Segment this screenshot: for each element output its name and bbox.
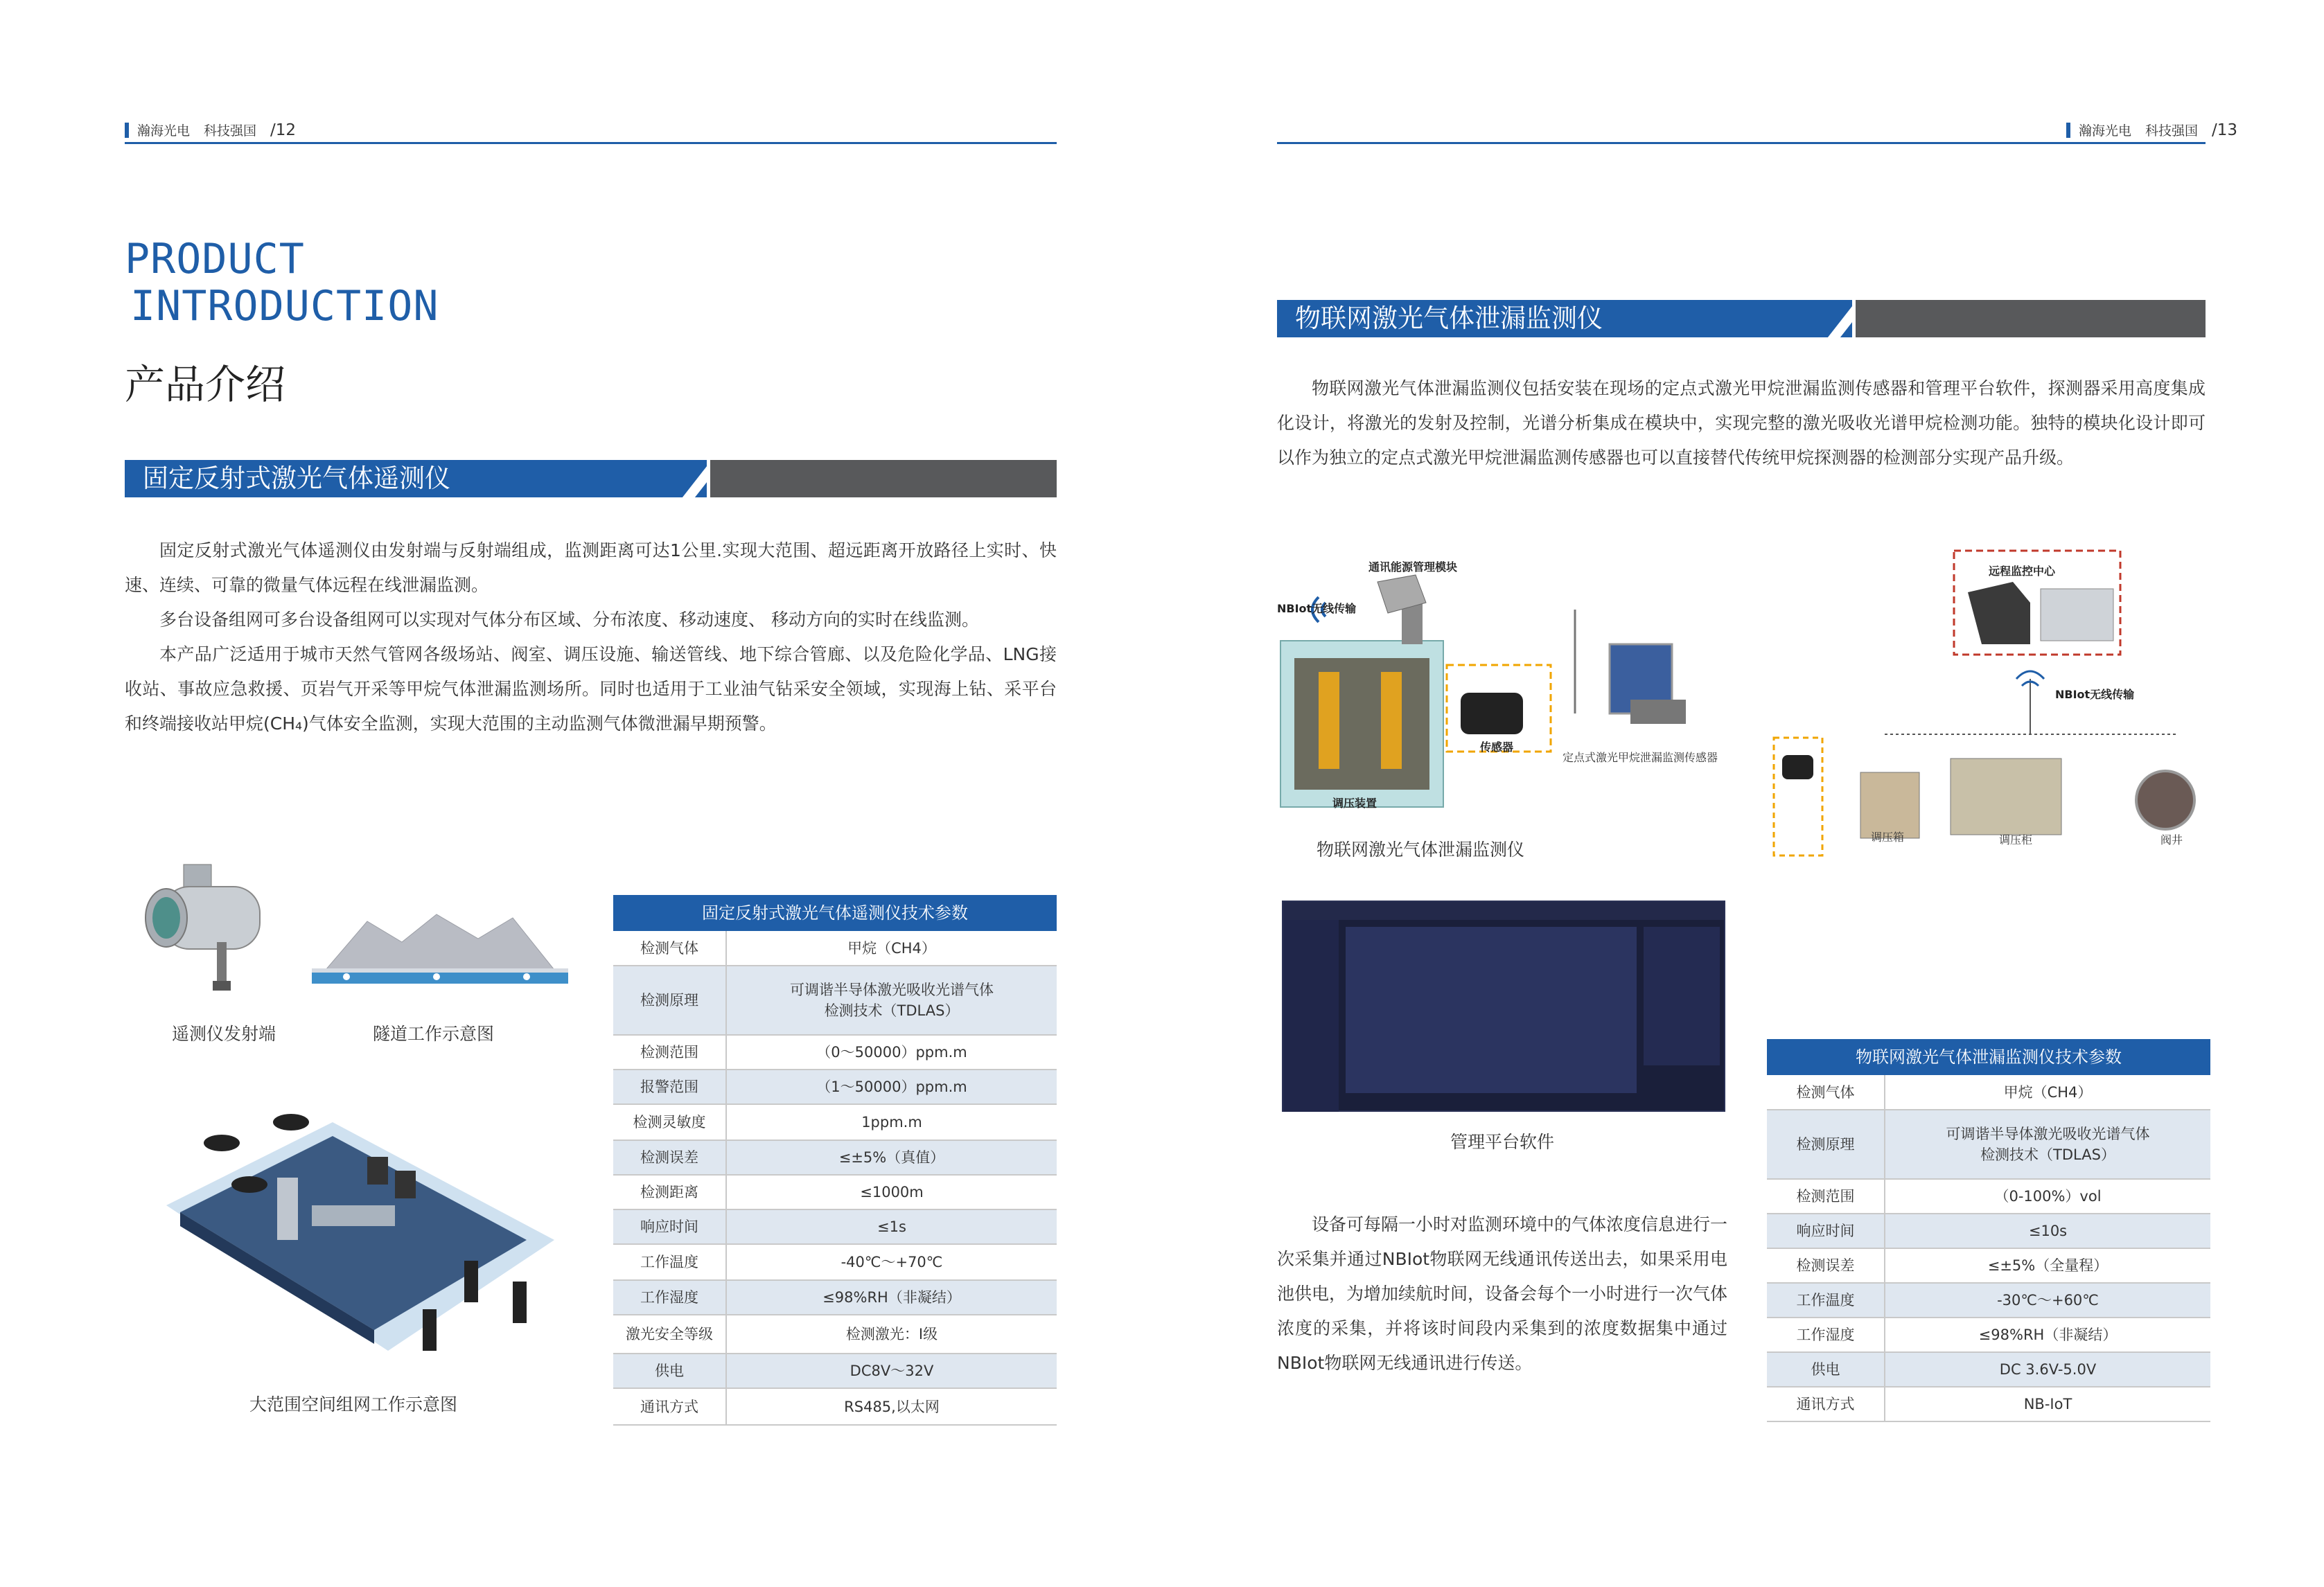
caption-emitter: 遥测仪发射端 — [172, 1024, 276, 1044]
spec-value: ≤98%RH（非凝结） — [726, 1280, 1057, 1315]
network-illustration — [139, 1101, 575, 1378]
label-remote-center: 远程监控中心 — [1989, 565, 2056, 578]
spec-value: ≤±5%（全量程） — [1885, 1248, 2210, 1283]
spec-value: ≤1000m — [726, 1175, 1057, 1209]
spec-value: NB-IoT — [1885, 1387, 2210, 1421]
spec-key: 检测误差 — [613, 1140, 726, 1175]
spec-value: RS485,以太网 — [726, 1388, 1057, 1425]
spec-row — [613, 931, 1057, 966]
spec-value: （0～50000）ppm.m — [726, 1035, 1057, 1070]
spec-row — [613, 1354, 1057, 1388]
body-text-right — [1277, 1207, 1727, 1381]
spec-key: 检测原理 — [1767, 1110, 1885, 1179]
page-title-cn: 产品介绍 — [125, 361, 286, 408]
spec-key: 检测灵敏度 — [613, 1104, 726, 1140]
spec-row — [613, 1209, 1057, 1244]
intro-text-left — [125, 533, 1057, 741]
emitter-illustration — [135, 859, 281, 998]
software-map — [1346, 927, 1637, 1093]
spec-row — [613, 1070, 1057, 1104]
spec-key: 工作湿度 — [1767, 1318, 1885, 1352]
page-number: /12 — [270, 121, 297, 139]
section-title: 固定反射式激光气体遥测仪 — [125, 460, 707, 497]
spec-row — [1767, 1318, 2210, 1352]
label-regulator: 调压装置 — [1332, 797, 1377, 810]
software-sidebar — [1283, 920, 1339, 1112]
paragraph: 固定反射式激光气体遥测仪由发射端与反射端组成，监测距离可达1公里.实现大范围、超远距离开放路径上实时、快速、连续、可靠的微量气体远程在线泄漏监测。 — [125, 540, 1057, 595]
spec-row — [613, 1315, 1057, 1354]
spec-key: 通讯方式 — [613, 1388, 726, 1425]
spec-row — [613, 1175, 1057, 1209]
spec-key: 检测范围 — [613, 1035, 726, 1070]
section-banner-right — [1277, 300, 2206, 337]
spec-value: -30℃～+60℃ — [1885, 1283, 2210, 1318]
caption-software: 管理平台软件 — [1450, 1132, 1555, 1152]
label-cabinet: 调压柜 — [1999, 833, 2033, 846]
spec-key: 供电 — [613, 1354, 726, 1388]
header-left — [137, 121, 296, 139]
caption-network: 大范围空间组网工作示意图 — [249, 1394, 458, 1415]
header-rule-right — [1277, 142, 2206, 144]
header-right — [2079, 121, 2237, 139]
paragraph: 本产品广泛适用于城市天然气管网各级场站、阀室、调压设施、输送管线、地下综合管廊、以及危险化学品、LNG接收站、事故应急救援、页岩气开采等甲烷气体泄漏监测场所。同时也适用于工业油气钻采安全领域，实现海上钻、采平台和终端接收站甲烷(CH₄)气体安全监测，实现大范围的主动监测气体微泄漏早期预警。 — [125, 644, 1057, 734]
header-mark-left — [125, 123, 129, 138]
section-title: 物联网激光气体泄漏监测仪 — [1277, 300, 1852, 337]
caption-tunnel: 隧道工作示意图 — [373, 1024, 495, 1044]
spec-row — [1767, 1214, 2210, 1248]
spec-row — [1767, 1248, 2210, 1283]
header-slogan: 科技强国 — [2145, 123, 2199, 139]
spec-row — [613, 1244, 1057, 1280]
label-box: 调压箱 — [1871, 831, 1905, 844]
header-slogan: 科技强国 — [204, 123, 257, 139]
spec-row — [1767, 1387, 2210, 1421]
spec-row — [613, 1280, 1057, 1315]
spec-key: 检测误差 — [1767, 1248, 1885, 1283]
spec-table-right — [1767, 1039, 2210, 1422]
spec-row — [613, 1035, 1057, 1070]
software-screenshot — [1282, 901, 1725, 1112]
spec-row — [1767, 1283, 2210, 1318]
spec-key: 检测气体 — [1767, 1075, 1885, 1110]
caption-device: 物联网激光气体泄漏监测仪 — [1317, 840, 1525, 860]
spec-key: 检测气体 — [613, 931, 726, 966]
spec-key: 通讯方式 — [1767, 1387, 1885, 1421]
header-rule-left — [125, 142, 1057, 144]
spec-key: 工作温度 — [613, 1244, 726, 1280]
spec-value: DC 3.6V-5.0V — [1885, 1352, 2210, 1387]
intro-text-right — [1277, 371, 2206, 475]
paragraph: 物联网激光气体泄漏监测仪包括安装在现场的定点式激光甲烷泄漏监测传感器和管理平台软件，探测器采用高度集成化设计，将激光的发射及控制，光谱分析集成在模块中，实现完整的激光吸收光谱甲烷检测功能。独特的模块化设计即可以作为独立的定点式激光甲烷泄漏监测传感器也可以直接替代传统甲烷探测器的检测部分实现产品升级。 — [1277, 378, 2206, 468]
banner-gray — [1856, 300, 2206, 337]
label-nbiot-left: NBIot无线传输 — [1277, 602, 1357, 615]
spec-row — [613, 966, 1057, 1035]
spec-key: 检测范围 — [1767, 1179, 1885, 1214]
banner-gray — [710, 460, 1057, 497]
spec-row — [1767, 1075, 2210, 1110]
spec-key: 工作温度 — [1767, 1283, 1885, 1318]
title-en-line2: INTRODUCTION — [130, 282, 439, 330]
spec-value: ≤10s — [1885, 1214, 2210, 1248]
spec-key: 检测距离 — [613, 1175, 726, 1209]
spec-key: 检测原理 — [613, 966, 726, 1035]
label-valve-well: 阀井 — [2160, 833, 2183, 846]
spec-table-title: 物联网激光气体泄漏监测仪技术参数 — [1767, 1039, 2210, 1075]
spec-value: ≤98%RH（非凝结） — [1885, 1318, 2210, 1352]
spec-value: 1ppm.m — [726, 1104, 1057, 1140]
page-number: /13 — [2212, 121, 2238, 139]
software-list — [1644, 927, 1720, 1065]
spec-value: （1～50000）ppm.m — [726, 1070, 1057, 1104]
spec-value: -40℃～+70℃ — [726, 1244, 1057, 1280]
spec-value: ≤1s — [726, 1209, 1057, 1244]
network-diagram — [1767, 547, 2210, 866]
spec-key: 供电 — [1767, 1352, 1885, 1387]
spec-row — [1767, 1352, 2210, 1387]
spec-row — [1767, 1110, 2210, 1179]
header-brand: 瀚海光电 — [2079, 123, 2132, 139]
device-diagram — [1277, 554, 1734, 810]
spec-row — [613, 1388, 1057, 1425]
tunnel-illustration — [305, 901, 575, 1004]
spec-value: ≤±5%（真值） — [726, 1140, 1057, 1175]
spec-value: 检测激光：Ⅰ级 — [726, 1315, 1057, 1354]
title-en-line1: PRODUCT — [125, 235, 305, 283]
spec-table-title: 固定反射式激光气体遥测仪技术参数 — [613, 895, 1057, 931]
spec-value: DC8V～32V — [726, 1354, 1057, 1388]
spec-value: 甲烷（CH4） — [726, 931, 1057, 966]
spec-value: 甲烷（CH4） — [1885, 1075, 2210, 1110]
label-nbiot-right: NBIot无线传输 — [2055, 688, 2135, 701]
paragraph: 多台设备组网可多台设备组网可以实现对气体分布区域、分布浓度、移动速度、 移动方向的实时在线监测。 — [159, 610, 979, 630]
spec-key: 响应时间 — [1767, 1214, 1885, 1248]
spec-row — [613, 1104, 1057, 1140]
software-topbar — [1283, 902, 1724, 920]
spec-value: （0-100%）vol — [1885, 1179, 2210, 1214]
spec-table-left — [613, 895, 1057, 1426]
label-comm-module: 通讯能源管理模块 — [1368, 560, 1458, 574]
spec-key: 激光安全等级 — [613, 1315, 726, 1354]
label-fixed-sensor: 定点式激光甲烷泄漏监测传感器 — [1562, 751, 1718, 764]
spec-key: 报警范围 — [613, 1070, 726, 1104]
spec-value: 可调谐半导体激光吸收光谱气体 检测技术（TDLAS） — [1885, 1110, 2210, 1179]
paragraph: 设备可每隔一小时对监测环境中的气体浓度信息进行一次采集并通过NBIot物联网无线通讯传送出去，如果采用电池供电，为增加续航时间，设备会每个一小时进行一次气体浓度的采集，并将该时间段内采集到的浓度数据集中通过NBIot物联网无线通讯进行传送。 — [1277, 1214, 1728, 1373]
spec-row — [613, 1140, 1057, 1175]
spec-key: 工作湿度 — [613, 1280, 726, 1315]
spec-key: 响应时间 — [613, 1209, 726, 1244]
header-brand: 瀚海光电 — [137, 123, 191, 139]
header-mark-right — [2066, 123, 2070, 138]
spec-value: 可调谐半导体激光吸收光谱气体 检测技术（TDLAS） — [726, 966, 1057, 1035]
section-banner-left — [125, 460, 1057, 497]
spec-row — [1767, 1179, 2210, 1214]
label-sensor: 传感器 — [1480, 741, 1514, 754]
